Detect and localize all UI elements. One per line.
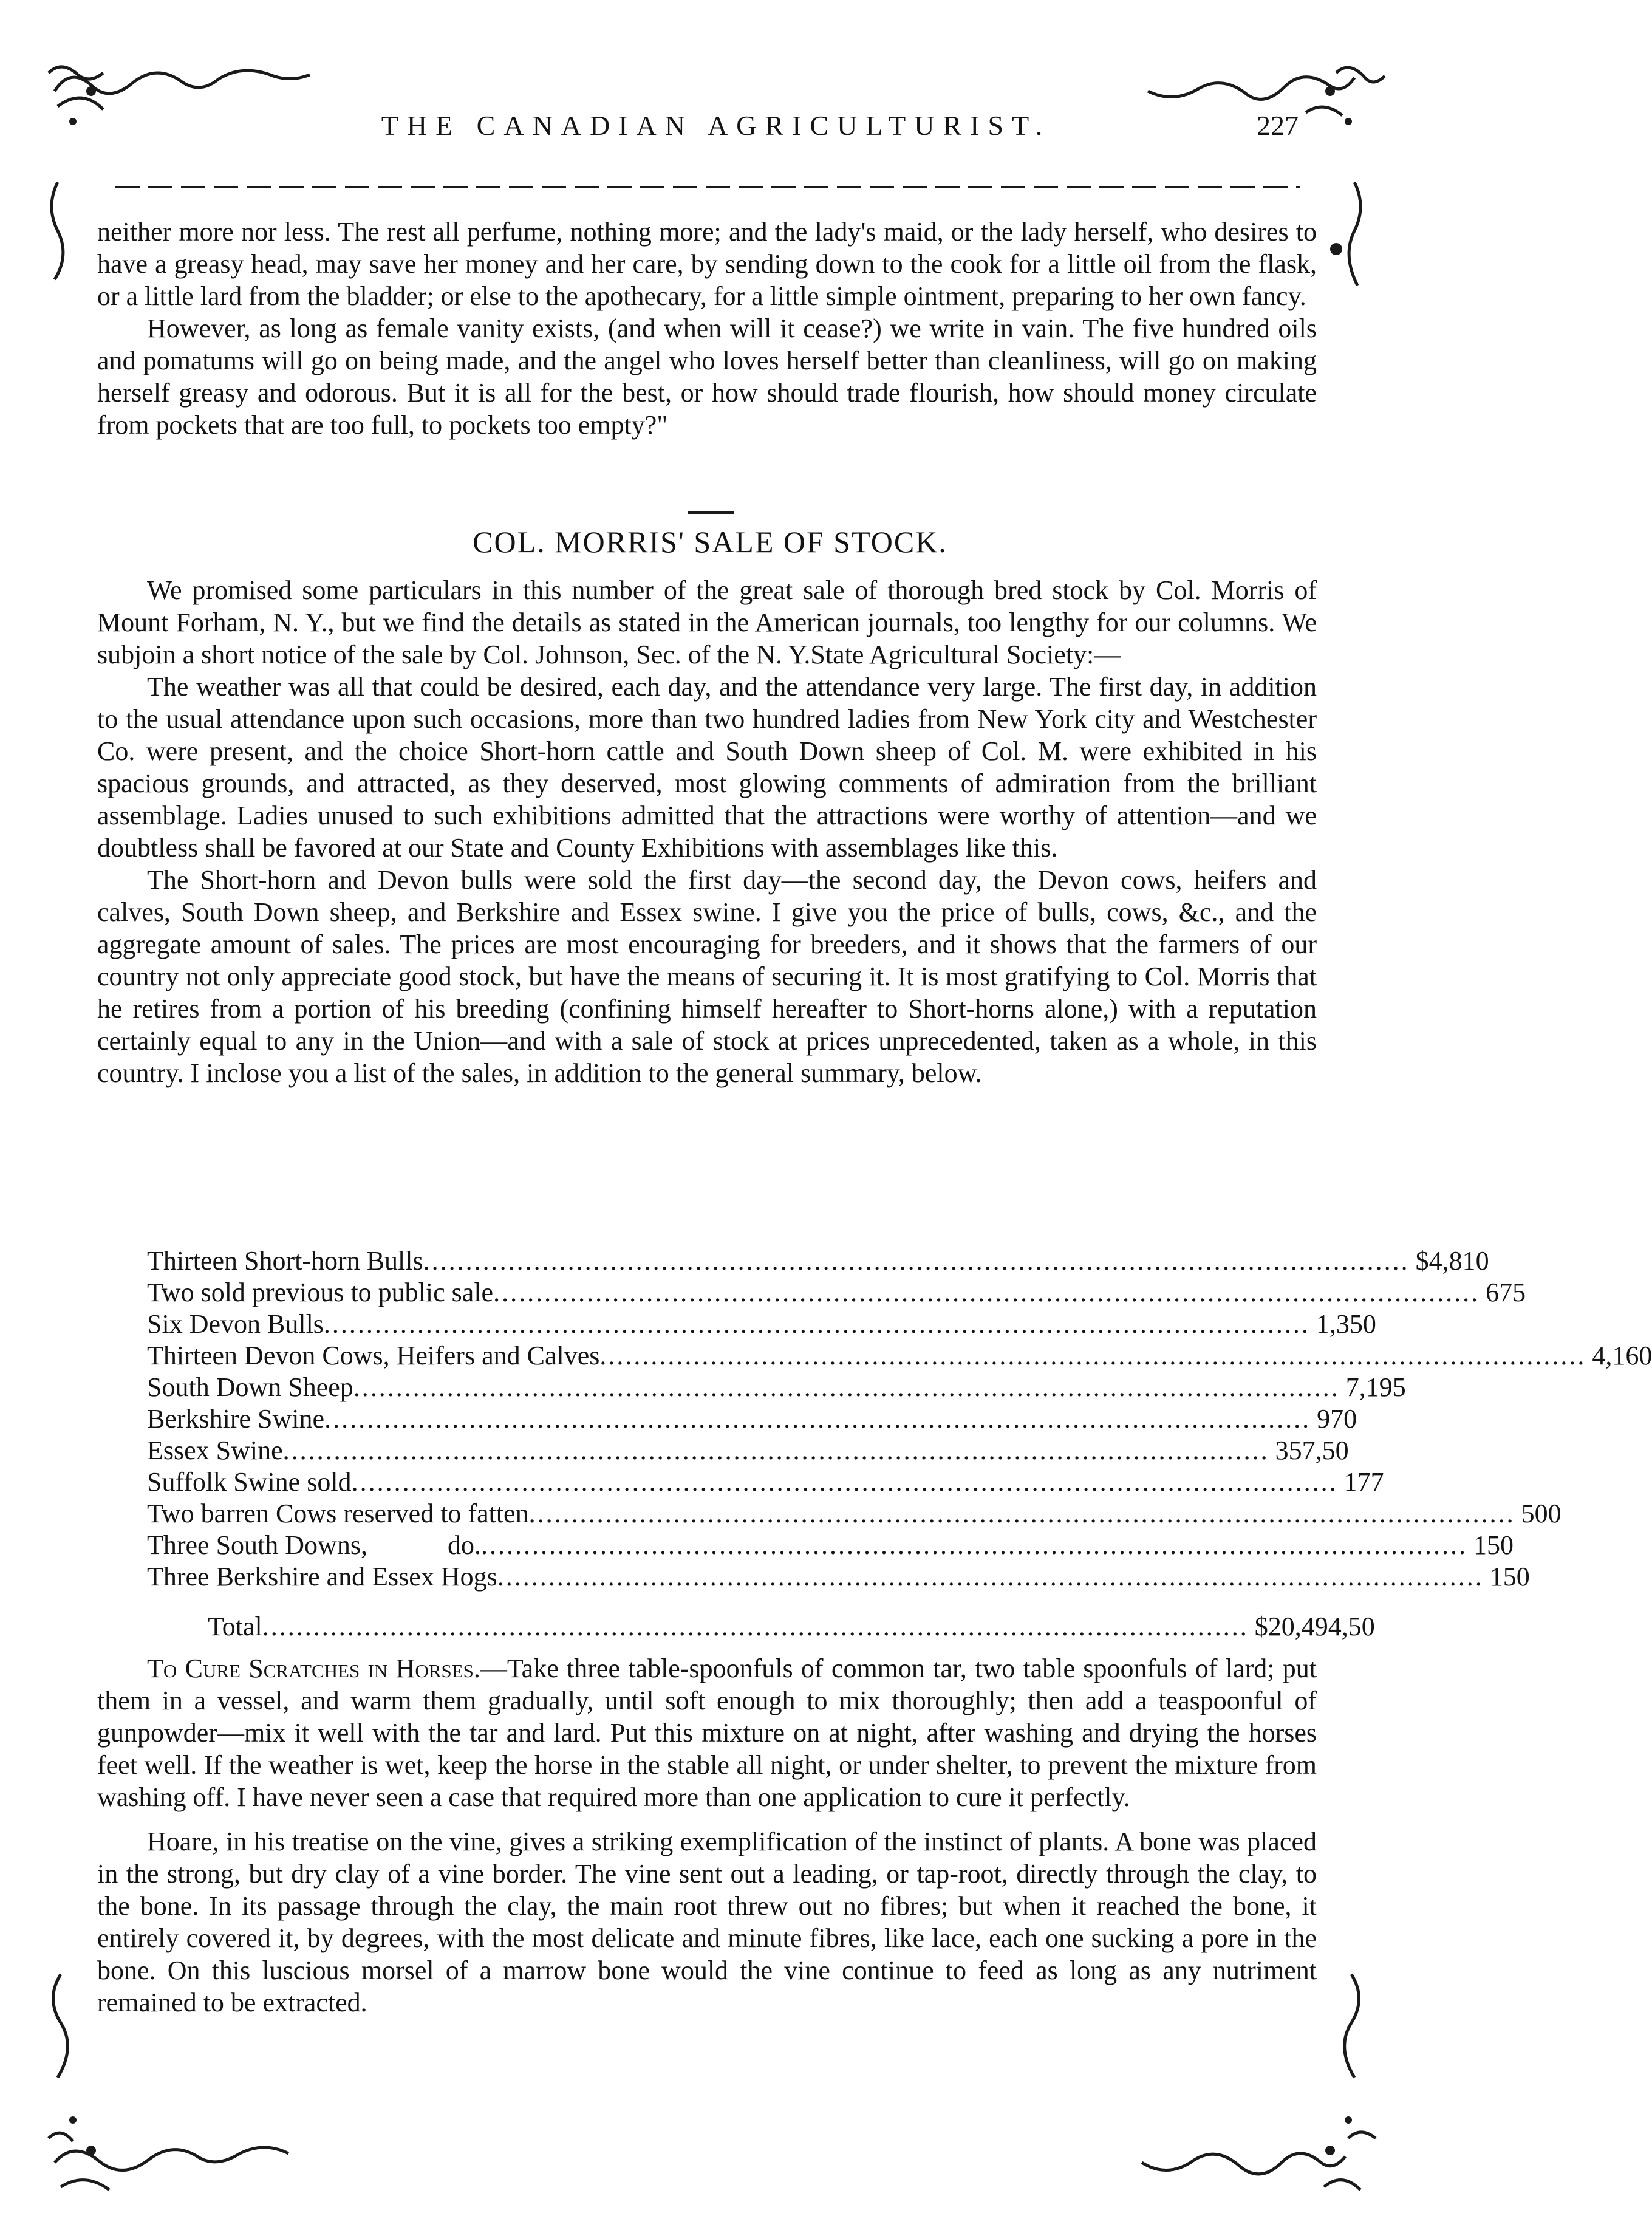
page-number: 227 [1257,110,1299,141]
sale-amount: 970 [1317,1404,1357,1434]
sale-label: Two sold previous to public sale [147,1277,494,1307]
total-amount: $20,494,50 [1254,1612,1375,1641]
sale-amount: 7,195 [1345,1372,1406,1402]
remedy-text: —Take three table-spoonfuls of common tar, two table spoonfuls of lard; put them in a vessel, and warm them gradually, until soft enough to mix thoroughly; then add a teaspoonful of gunpowder—mix it well with the tar and lard. Put this mixture on at night, after washing and drying the horses feet well. If the weather is wet, keep the horse in the stable all night, or under shelter, to prevent the mixture from washing off. I have never seen a case that required more than one application to cure it perfectly. [97,1654,1317,1812]
sale-amount: 150 [1489,1562,1530,1592]
sale-row [147,1435,1349,1466]
dot-leader: .................................................................................................................... [423,1246,1410,1276]
dot-leader: .................................................................................................................... [323,1309,1310,1339]
sale-article [97,574,1317,1089]
paragraph: The weather was all that could be desired, each day, and the attendance very large. The first day, in addition to the usual attendance upon such occasions, more than two hundred ladies from New York city and Westchester Co. were present, and the choice Short-horn cattle and South Down sheep of Col. M. were exhibited in his spacious grounds, and attracted, as they deserved, most glowing comments of admiration from the brilliant assemblage. Ladies unused to such exhibitions admitted that the attractions were worthy of attention—and we doubtless shall be favored at our State and County Exhibitions with assemblages like this. [97,672,1317,863]
left-vine [52,182,67,2078]
dot-leader: .................................................................................................................... [528,1499,1515,1528]
sale-amount: 4,160 [1592,1341,1652,1370]
section-heading: COL. MORRIS' SALE OF STOCK. [473,525,947,559]
sale-label: Two barren Cows reserved to fatten [147,1499,529,1528]
remedy-article [97,1652,1317,2019]
total-row [147,1611,1375,1643]
paragraph: The Short-horn and Devon bulls were sold the first day—the second day, the Devon cows, heifers and calves, South Down sheep, and Berkshire and Essex swine. I give you the price of bulls, cows, &c., and the aggregate amount of sales. The prices are most encouraging for breeders, and it shows that the farmers of our country not only appreciate good stock, but have the means of securing it. It is most gratifying to Col. Morris that he retires from a portion of his breeding (confining himself hereafter to Short-horns alone,) with a reputation certainly equal to any in the Union—and with a sale of stock at prices unprecedented, taken as a whole, in this country. I inclose you a list of the sales, in addition to the general summary, below. [97,865,1317,1088]
sale-amount: 1,350 [1316,1309,1376,1339]
sale-row [147,1277,1526,1308]
bottom-left-scroll [49,2133,288,2190]
right-vine [1345,182,1360,2078]
sale-row [147,1403,1357,1435]
sale-amount: 150 [1473,1530,1514,1560]
sale-label: Thirteen Short-horn Bulls [147,1246,423,1276]
sale-row [147,1561,1530,1593]
sale-label: Essex Swine [147,1435,283,1465]
sale-amount: 675 [1486,1277,1526,1307]
dot-leader: .................................................................................................................... [262,1612,1249,1641]
dot-leader: .................................................................................................................... [353,1372,1340,1402]
running-head [91,109,1341,152]
remedy-heading: To Cure Scratches in Horses. [147,1654,480,1683]
dot-leader: .................................................................................................................... [497,1562,1484,1592]
dot-leader: .................................................................................................................... [480,1530,1467,1560]
paragraph: neither more nor less. The rest all perfume, nothing more; and the lady's maid, or the lady herself, who desires to have a greasy head, may save her money and her care, by sending down to the cook for a little oil from the flask, or a little lard from the bladder; or else to the apothecary, for a little simple ointment, preparing to her own fancy. [97,217,1317,311]
sale-row [147,1498,1562,1530]
dot-leader: .................................................................................................................... [282,1435,1269,1465]
sale-row [147,1308,1376,1340]
sale-label: Suffolk Swine sold [147,1467,352,1497]
sales-list [147,1245,1652,1643]
sale-row [147,1245,1489,1277]
sale-row [147,1466,1384,1498]
dot-leader: .................................................................................................................... [493,1277,1480,1307]
header-rule [115,185,1300,189]
sale-label: Six Devon Bulls [147,1309,324,1339]
sale-label: Berkshire Swine [147,1404,325,1434]
paragraph: We promised some particulars in this number of the great sale of thorough bred stock by Col. Morris of Mount Forham, N. Y., but we find the details as stated in the American journals, too lengthy for our columns. We subjoin a short notice of the sale by Col. Johnson, Sec. of the N. Y.State Agricultural Society:— [97,575,1317,669]
sale-label: Thirteen Devon Cows, Heifers and Calves [147,1341,600,1370]
bottom-right-scroll [1142,2132,1376,2190]
sale-row [147,1530,1514,1561]
dot-leader: .................................................................................................................... [351,1467,1338,1497]
sale-amount: $4,810 [1415,1246,1489,1276]
running-title: THE CANADIAN AGRICULTURIST. [381,110,1051,141]
sale-amount: 357,50 [1275,1435,1349,1465]
section-divider [688,511,734,514]
continued-article [97,216,1317,441]
total-label: Total [208,1612,262,1641]
dot-leader: .................................................................................................................... [324,1404,1311,1434]
sale-label: Three Berkshire and Essex Hogs [147,1562,497,1592]
sale-label: South Down Sheep [147,1372,353,1402]
sale-amount: 500 [1521,1499,1562,1528]
paragraph [97,1652,1317,1813]
sale-label: Three South Downs, do. [147,1530,481,1560]
sale-row [147,1340,1652,1372]
paragraph: Hoare, in his treatise on the vine, gives a striking exemplification of the instinct of plants. A bone was placed in the strong, but dry clay of a vine border. The vine sent out a leading, or tap-root, directly through the clay, to the bone. In its passage through the clay, the main root threw out no fibres; but when it reached the bone, it entirely covered it, by degrees, with the most delicate and minute fibres, like lace, each one sucking a pore in the bone. On this luscious morsel of a marrow bone would the vine continue to feed as long as any nutriment remained to be extracted. [97,1827,1317,2017]
sale-amount: 177 [1343,1467,1384,1497]
paragraph: However, as long as female vanity exists, (and when will it cease?) we write in vain. The five hundred oils and pomatums will go on being made, and the angel who loves herself better than cleanliness, will go on making herself greasy and odorous. But it is all for the best, or how should trade flourish, how should money circulate from pockets that are too full, to pockets too empty?" [97,313,1317,440]
dot-leader: .................................................................................................................... [599,1341,1586,1370]
sale-row [147,1372,1406,1403]
top-right-scroll [1148,67,1385,115]
